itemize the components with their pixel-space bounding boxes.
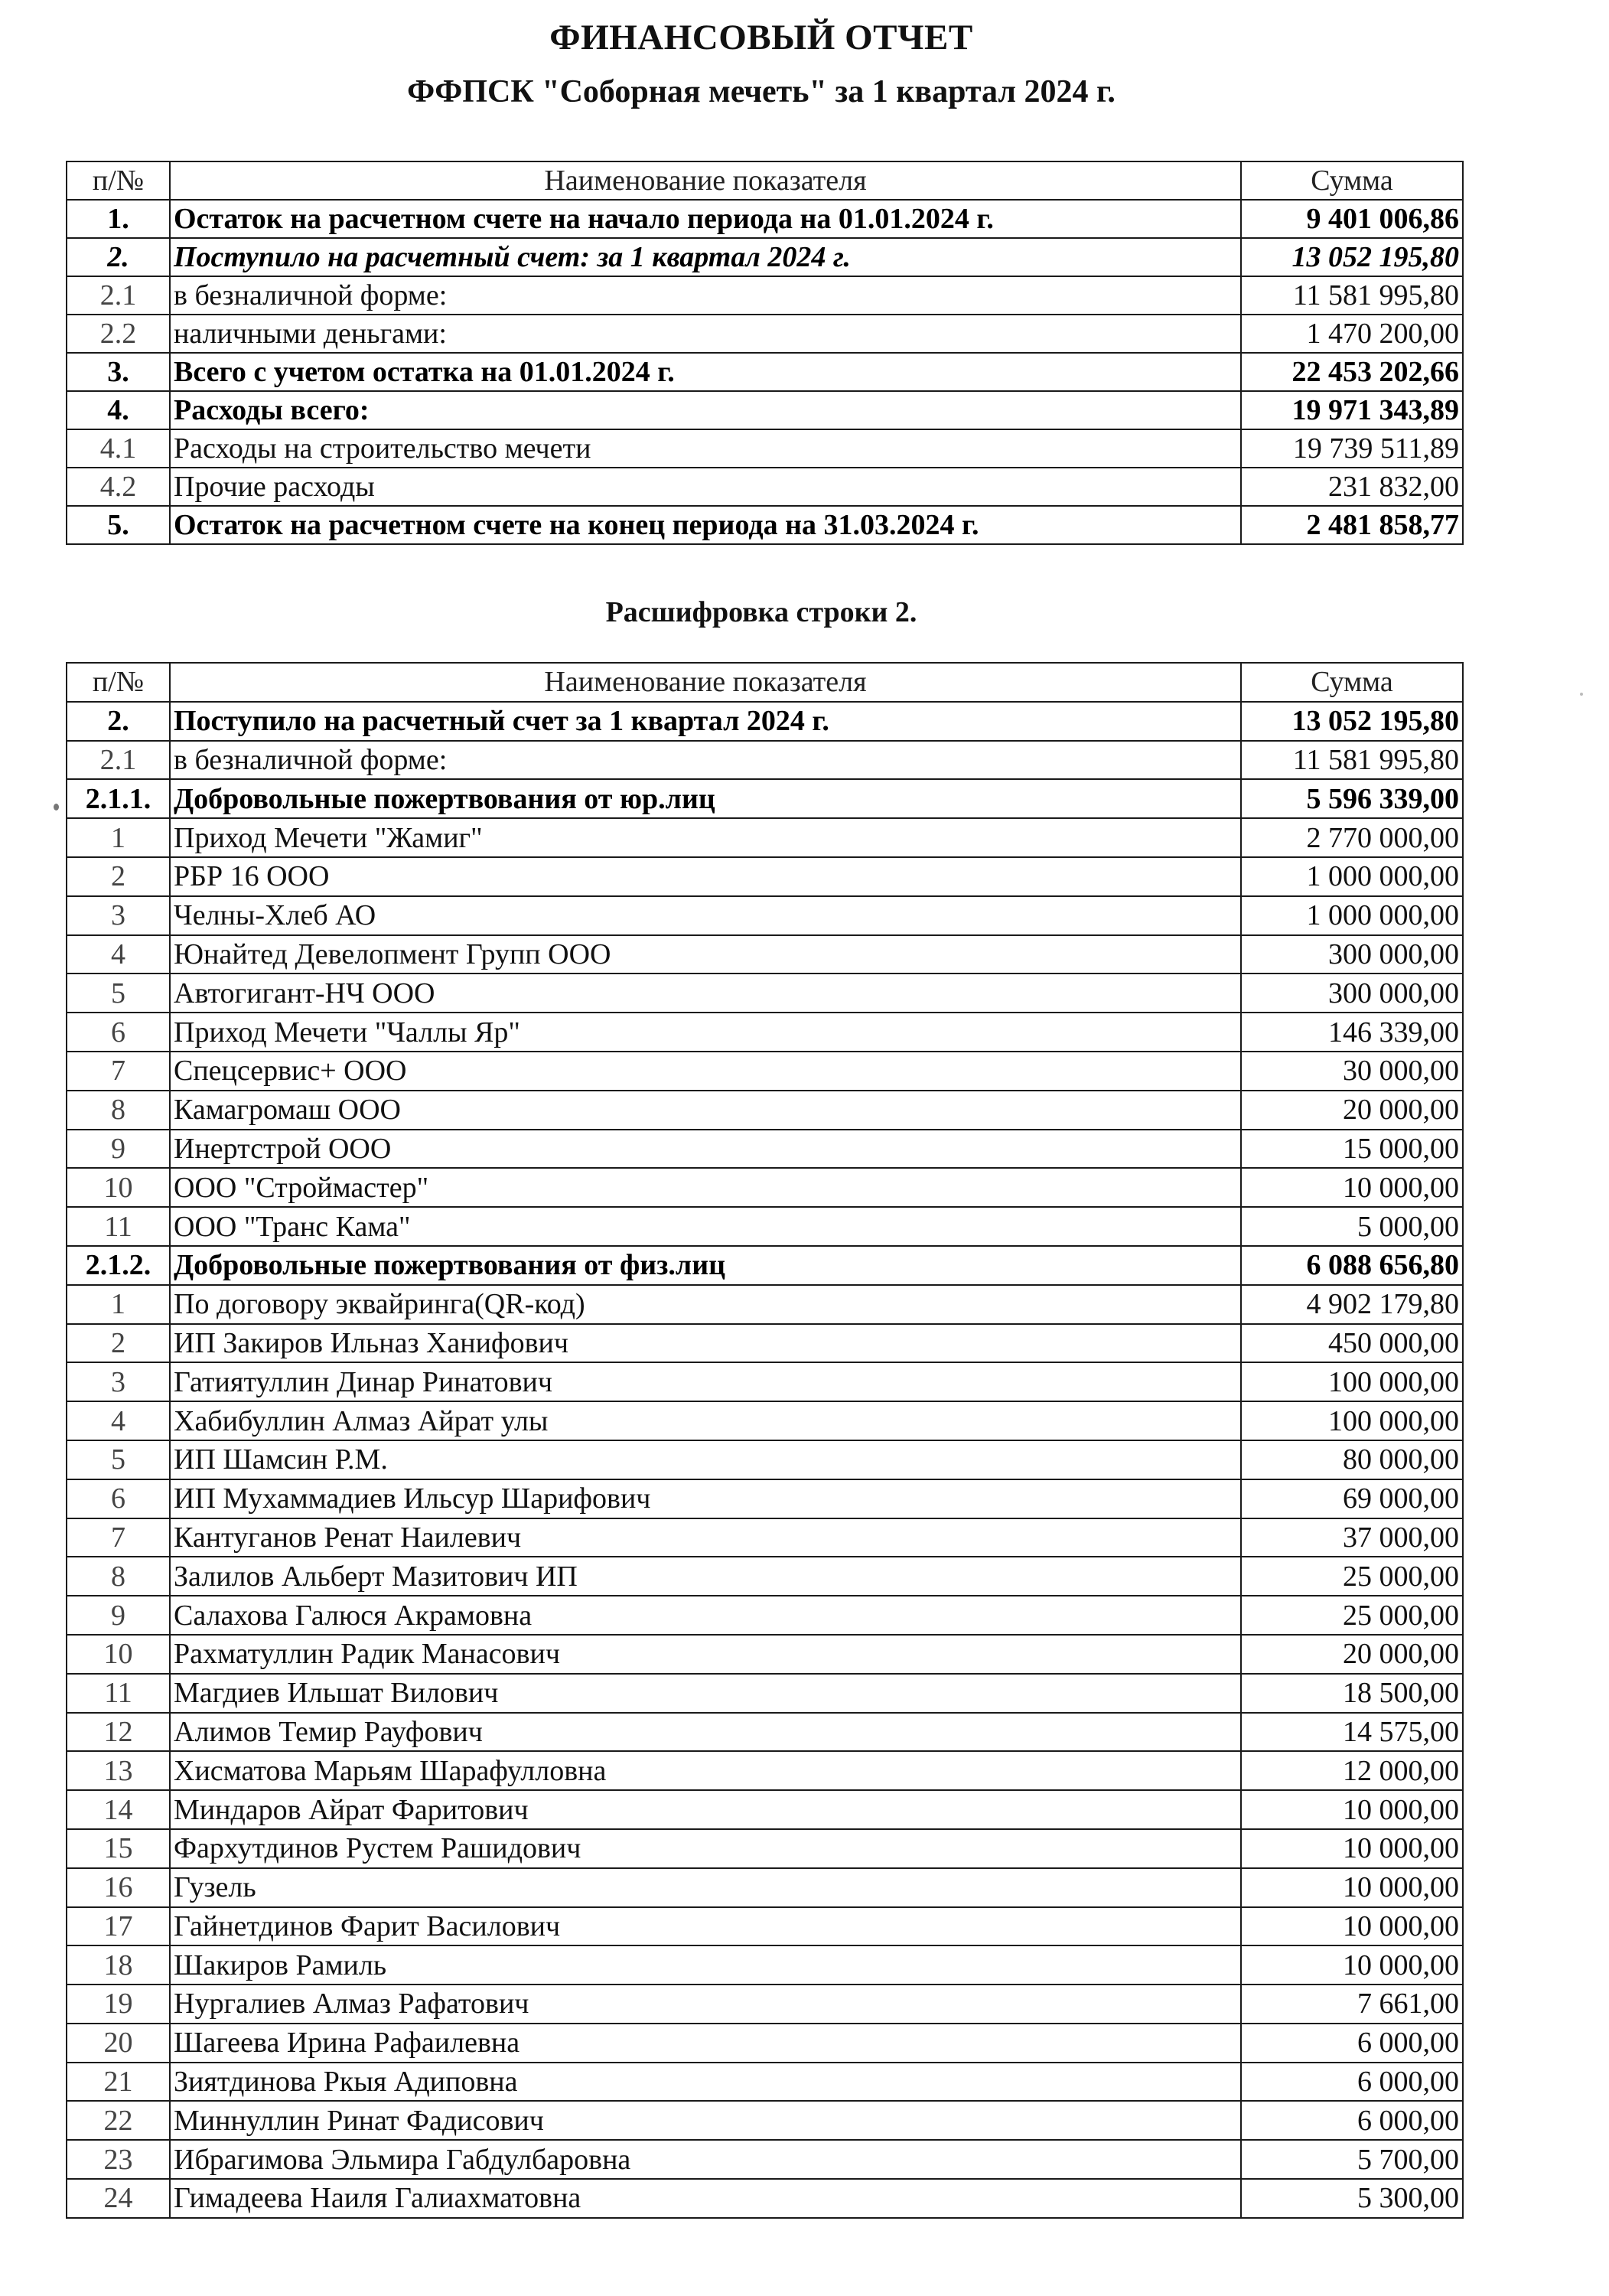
- row-number: 23: [67, 2140, 170, 2179]
- row-name: Миннуллин Ринат Фадисович: [170, 2101, 1241, 2140]
- table-row: [67, 1246, 1463, 1285]
- row-sum: 15 000,00: [1241, 1130, 1463, 1169]
- table-row: [67, 238, 1463, 276]
- table-row: [67, 2140, 1463, 2179]
- column-header-number: п/№: [67, 663, 170, 702]
- row-number: 3.: [67, 353, 170, 391]
- row-number: 10: [67, 1635, 170, 1674]
- row-number: 11: [67, 1207, 170, 1246]
- table-row: [67, 818, 1463, 857]
- row-name: Фархутдинов Рустем Рашидович: [170, 1829, 1241, 1868]
- row-sum: 146 339,00: [1241, 1013, 1463, 1052]
- row-number: 21: [67, 2063, 170, 2102]
- table-row: [67, 468, 1463, 506]
- table-row: [67, 896, 1463, 935]
- table-row: [67, 1130, 1463, 1169]
- row-number: 1: [67, 818, 170, 857]
- row-number: 8: [67, 1091, 170, 1130]
- row-name: Магдиев Ильшат Вилович: [170, 1674, 1241, 1713]
- row-number: 11: [67, 1674, 170, 1713]
- row-sum: 6 000,00: [1241, 2063, 1463, 2102]
- column-header-sum: Сумма: [1241, 161, 1463, 200]
- row-number: 16: [67, 1868, 170, 1907]
- row-sum: 13 052 195,80: [1241, 702, 1463, 741]
- table-row: [67, 1479, 1463, 1518]
- row-number: 7: [67, 1052, 170, 1091]
- table-row: [67, 2063, 1463, 2102]
- scan-speck: [1580, 693, 1583, 696]
- row-number: 4.1: [67, 429, 170, 468]
- table-row: [67, 1324, 1463, 1363]
- row-number: 6: [67, 1479, 170, 1518]
- column-header-name: Наименование показателя: [170, 161, 1241, 200]
- row-sum: 30 000,00: [1241, 1052, 1463, 1091]
- row-number: 4: [67, 1401, 170, 1440]
- table-row: [67, 391, 1463, 429]
- table-row: [67, 276, 1463, 315]
- table-row: [67, 315, 1463, 353]
- row-number: 5.: [67, 506, 170, 544]
- table-row: [67, 506, 1463, 544]
- row-number: 2.1.2.: [67, 1246, 170, 1285]
- row-sum: 20 000,00: [1241, 1091, 1463, 1130]
- row-number: 8: [67, 1557, 170, 1596]
- table-row: [67, 1285, 1463, 1324]
- table-row: [67, 1207, 1463, 1246]
- table-row: [67, 857, 1463, 896]
- row-number: 2.: [67, 702, 170, 741]
- table-row: [67, 2101, 1463, 2140]
- row-sum: 10 000,00: [1241, 1790, 1463, 1829]
- row-name: Юнайтед Девелопмент Групп ООО: [170, 935, 1241, 974]
- row-number: 7: [67, 1518, 170, 1557]
- row-name: Поступило на расчетный счет: за 1 квартал 2024 г.: [170, 238, 1241, 276]
- row-name: Рахматуллин Радик Манасович: [170, 1635, 1241, 1674]
- table-row: [67, 1596, 1463, 1635]
- row-number: 15: [67, 1829, 170, 1868]
- summary-table: [66, 161, 1464, 545]
- row-sum: 18 500,00: [1241, 1674, 1463, 1713]
- row-name: Приход Мечети "Чаллы Яр": [170, 1013, 1241, 1052]
- row-name: Миндаров Айрат Фаритович: [170, 1790, 1241, 1829]
- row-number: 2.1.1.: [67, 779, 170, 818]
- row-number: 2.2: [67, 315, 170, 353]
- table-row: [67, 1091, 1463, 1130]
- row-name: Остаток на расчетном счете на конец периода на 31.03.2024 г.: [170, 506, 1241, 544]
- breakdown-heading: Расшифровка строки 2.: [605, 596, 917, 628]
- row-number: 19: [67, 1985, 170, 2024]
- row-sum: 300 000,00: [1241, 935, 1463, 974]
- row-number: 18: [67, 1945, 170, 1985]
- row-name: Челны-Хлеб АО: [170, 896, 1241, 935]
- row-name: ИП Мухаммадиев Ильсур Шарифович: [170, 1479, 1241, 1518]
- summary-table-body: [67, 161, 1463, 544]
- row-name: Шакиров Рамиль: [170, 1945, 1241, 1985]
- table-row: [67, 1751, 1463, 1790]
- row-sum: 37 000,00: [1241, 1518, 1463, 1557]
- table-row: [67, 2179, 1463, 2218]
- row-sum: 80 000,00: [1241, 1440, 1463, 1479]
- row-sum: 100 000,00: [1241, 1401, 1463, 1440]
- report-subtitle: ФФПСК "Соборная мечеть" за 1 квартал 2024 г.: [407, 74, 1116, 109]
- row-sum: 10 000,00: [1241, 1829, 1463, 1868]
- row-sum: 1 000 000,00: [1241, 857, 1463, 896]
- row-sum: 5 596 339,00: [1241, 779, 1463, 818]
- row-sum: 6 000,00: [1241, 2024, 1463, 2063]
- row-number: 3: [67, 896, 170, 935]
- table-row: [67, 702, 1463, 741]
- row-sum: 11 581 995,80: [1241, 741, 1463, 780]
- column-header-number: п/№: [67, 161, 170, 200]
- row-name: Инертстрой ООО: [170, 1130, 1241, 1169]
- row-number: 22: [67, 2101, 170, 2140]
- report-title: ФИНАНСОВЫЙ ОТЧЕТ: [549, 18, 973, 57]
- row-sum: 20 000,00: [1241, 1635, 1463, 1674]
- row-number: 5: [67, 974, 170, 1013]
- row-name: Гузель: [170, 1868, 1241, 1907]
- table-row: [67, 1635, 1463, 1674]
- row-number: 2.1: [67, 741, 170, 780]
- row-name: Нургалиев Алмаз Рафатович: [170, 1985, 1241, 2024]
- row-name: Гимадеева Наиля Галиахматовна: [170, 2179, 1241, 2218]
- row-sum: 10 000,00: [1241, 1168, 1463, 1207]
- row-name: Салахова Галюся Акрамовна: [170, 1596, 1241, 1635]
- row-name: Зиятдинова Ркыя Адиповна: [170, 2063, 1241, 2102]
- row-sum: 6 088 656,80: [1241, 1246, 1463, 1285]
- row-sum: 5 300,00: [1241, 2179, 1463, 2218]
- row-name: ИП Закиров Ильназ Ханифович: [170, 1324, 1241, 1363]
- row-name: Поступило на расчетный счет за 1 квартал 2024 г.: [170, 702, 1241, 741]
- table-row: [67, 1829, 1463, 1868]
- row-number: 5: [67, 1440, 170, 1479]
- row-name: Добровольные пожертвования от физ.лиц: [170, 1246, 1241, 1285]
- row-sum: 11 581 995,80: [1241, 276, 1463, 315]
- row-name: Автогигант-НЧ ООО: [170, 974, 1241, 1013]
- row-sum: 19 739 511,89: [1241, 429, 1463, 468]
- row-name: Спецсервис+ ООО: [170, 1052, 1241, 1091]
- row-name: Алимов Темир Рауфович: [170, 1713, 1241, 1752]
- row-number: 17: [67, 1907, 170, 1946]
- table-row: [67, 1401, 1463, 1440]
- row-name: По договору эквайринга(QR-код): [170, 1285, 1241, 1324]
- table-row: [67, 779, 1463, 818]
- row-number: 2.1: [67, 276, 170, 315]
- row-sum: 13 052 195,80: [1241, 238, 1463, 276]
- table-row: [67, 1518, 1463, 1557]
- row-sum: 14 575,00: [1241, 1713, 1463, 1752]
- row-name: Шагеева Ирина Рафаилевна: [170, 2024, 1241, 2063]
- row-sum: 5 700,00: [1241, 2140, 1463, 2179]
- table-row: [67, 1440, 1463, 1479]
- row-name: Прочие расходы: [170, 468, 1241, 506]
- column-header-sum: Сумма: [1241, 663, 1463, 702]
- row-sum: 6 000,00: [1241, 2101, 1463, 2140]
- row-number: 12: [67, 1713, 170, 1752]
- row-name: ИП Шамсин Р.М.: [170, 1440, 1241, 1479]
- table-row: [67, 1052, 1463, 1091]
- row-name: Залилов Альберт Мазитович ИП: [170, 1557, 1241, 1596]
- row-number: 13: [67, 1751, 170, 1790]
- row-name: Гатиятуллин Динар Ринатович: [170, 1362, 1241, 1401]
- row-sum: 1 470 200,00: [1241, 315, 1463, 353]
- row-name: в безналичной форме:: [170, 741, 1241, 780]
- row-number: 14: [67, 1790, 170, 1829]
- row-sum: 22 453 202,66: [1241, 353, 1463, 391]
- row-name: Добровольные пожертвования от юр.лиц: [170, 779, 1241, 818]
- row-sum: 1 000 000,00: [1241, 896, 1463, 935]
- row-sum: 12 000,00: [1241, 1751, 1463, 1790]
- row-name: Всего с учетом остатка на 01.01.2024 г.: [170, 353, 1241, 391]
- breakdown-table: [66, 662, 1464, 2219]
- row-sum: 9 401 006,86: [1241, 200, 1463, 238]
- row-name: ООО "Строймастер": [170, 1168, 1241, 1207]
- row-number: 2: [67, 1324, 170, 1363]
- row-number: 9: [67, 1596, 170, 1635]
- row-name: Кантуганов Ренат Наилевич: [170, 1518, 1241, 1557]
- row-name: Хисматова Марьям Шарафулловна: [170, 1751, 1241, 1790]
- row-number: 3: [67, 1362, 170, 1401]
- row-sum: 4 902 179,80: [1241, 1285, 1463, 1324]
- column-header-name: Наименование показателя: [170, 663, 1241, 702]
- row-sum: 10 000,00: [1241, 1868, 1463, 1907]
- row-name: наличными деньгами:: [170, 315, 1241, 353]
- row-name: Расходы всего:: [170, 391, 1241, 429]
- row-name: Расходы на строительство мечети: [170, 429, 1241, 468]
- scan-speck: [54, 804, 59, 810]
- table-row: [67, 1907, 1463, 1946]
- table-row: [67, 1674, 1463, 1713]
- row-number: 20: [67, 2024, 170, 2063]
- row-sum: 2 481 858,77: [1241, 506, 1463, 544]
- table-row: [67, 200, 1463, 238]
- table-row: [67, 1713, 1463, 1752]
- row-sum: 300 000,00: [1241, 974, 1463, 1013]
- row-number: 2.: [67, 238, 170, 276]
- table-row: [67, 1985, 1463, 2024]
- table-row: [67, 741, 1463, 780]
- breakdown-table-body: [67, 663, 1463, 2218]
- table-row: [67, 2024, 1463, 2063]
- table-row: [67, 1168, 1463, 1207]
- row-number: 10: [67, 1168, 170, 1207]
- row-name: РБР 16 ООО: [170, 857, 1241, 896]
- row-name: Камагромаш ООО: [170, 1091, 1241, 1130]
- row-number: 6: [67, 1013, 170, 1052]
- row-sum: 2 770 000,00: [1241, 818, 1463, 857]
- row-sum: 10 000,00: [1241, 1907, 1463, 1946]
- row-number: 9: [67, 1130, 170, 1169]
- table-row: [67, 353, 1463, 391]
- table-row: [67, 1557, 1463, 1596]
- row-number: 1: [67, 1285, 170, 1324]
- table-row: [67, 1013, 1463, 1052]
- table-row: [67, 1868, 1463, 1907]
- row-name: в безналичной форме:: [170, 276, 1241, 315]
- row-name: Приход Мечети "Жамиг": [170, 818, 1241, 857]
- row-name: ООО "Транс Кама": [170, 1207, 1241, 1246]
- table-row: [67, 1945, 1463, 1985]
- row-sum: 19 971 343,89: [1241, 391, 1463, 429]
- row-sum: 25 000,00: [1241, 1557, 1463, 1596]
- table-row: [67, 1362, 1463, 1401]
- row-sum: 25 000,00: [1241, 1596, 1463, 1635]
- table-row: [67, 1790, 1463, 1829]
- row-sum: 450 000,00: [1241, 1324, 1463, 1363]
- row-number: 24: [67, 2179, 170, 2218]
- row-number: 4: [67, 935, 170, 974]
- row-sum: 7 661,00: [1241, 1985, 1463, 2024]
- row-number: 4.: [67, 391, 170, 429]
- table-row: [67, 429, 1463, 468]
- row-name: Хабибуллин Алмаз Айрат улы: [170, 1401, 1241, 1440]
- row-name: Остаток на расчетном счете на начало периода на 01.01.2024 г.: [170, 200, 1241, 238]
- row-sum: 231 832,00: [1241, 468, 1463, 506]
- row-number: 4.2: [67, 468, 170, 506]
- row-sum: 100 000,00: [1241, 1362, 1463, 1401]
- breakdown-table-header: [67, 663, 1463, 702]
- row-sum: 5 000,00: [1241, 1207, 1463, 1246]
- table-row: [67, 974, 1463, 1013]
- row-name: Ибрагимова Эльмира Габдулбаровна: [170, 2140, 1241, 2179]
- row-sum: 10 000,00: [1241, 1945, 1463, 1985]
- row-sum: 69 000,00: [1241, 1479, 1463, 1518]
- table-row: [67, 935, 1463, 974]
- row-name: Гайнетдинов Фарит Василович: [170, 1907, 1241, 1946]
- row-number: 2: [67, 857, 170, 896]
- row-number: 1.: [67, 200, 170, 238]
- summary-table-header: [67, 161, 1463, 200]
